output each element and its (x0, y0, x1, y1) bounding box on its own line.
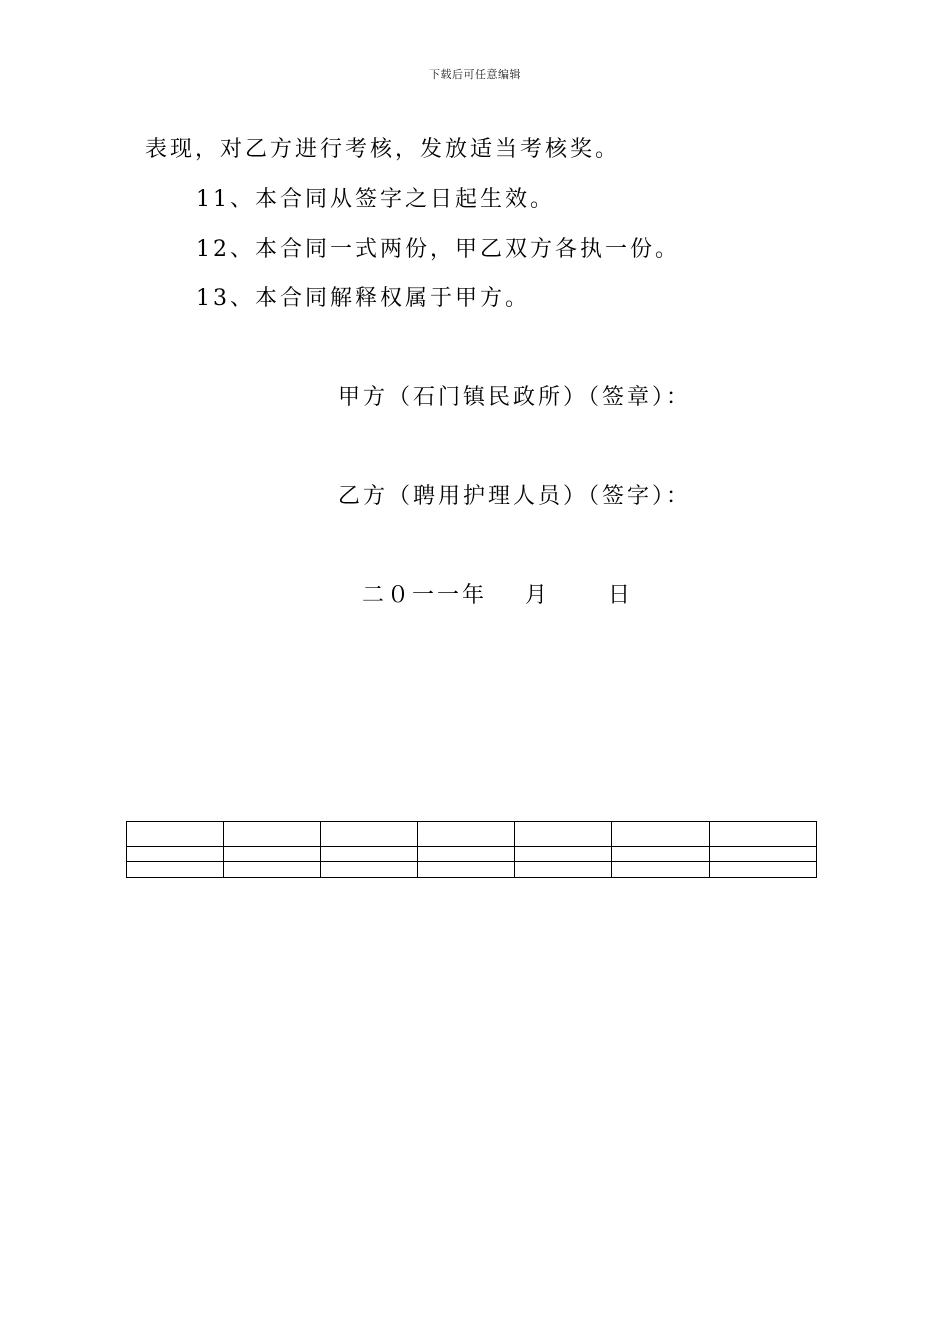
table-cell (127, 822, 224, 847)
header-note: 下载后可任意编辑 (429, 68, 521, 81)
table-cell (612, 862, 710, 878)
table-cell (612, 847, 710, 862)
paragraph-performance: 表现，对乙方进行考核，发放适当考核奖。 (145, 137, 621, 162)
table-cell (710, 862, 817, 878)
table-cell (515, 822, 612, 847)
table-cell (515, 847, 612, 862)
table-cell (224, 822, 321, 847)
table-cell (418, 847, 515, 862)
table-cell (224, 847, 321, 862)
table-cell (710, 822, 817, 847)
clause-13: 13、本合同解释权属于甲方。 (196, 286, 530, 311)
table-cell (127, 847, 224, 862)
table-cell (224, 862, 321, 878)
clause-11: 11、本合同从签字之日起生效。 (196, 187, 555, 212)
table-cell (321, 847, 418, 862)
table-cell (710, 847, 817, 862)
table-cell (127, 862, 224, 878)
table-row (127, 822, 817, 847)
party-a-signature-line: 甲方（石门镇民政所）（签章）： (338, 385, 692, 410)
table-row (127, 862, 817, 878)
blank-table (126, 821, 817, 878)
date-day: 日 (608, 583, 634, 608)
table-row (127, 847, 817, 862)
table-cell (418, 822, 515, 847)
clause-12: 12、本合同一式两份，甲乙双方各执一份。 (196, 237, 680, 262)
table-cell (612, 822, 710, 847)
table-cell (321, 822, 418, 847)
table-cell (515, 862, 612, 878)
date-month: 月 (525, 583, 551, 608)
party-b-signature-line: 乙方（聘用护理人员）（签字）： (338, 484, 692, 509)
table-cell (418, 862, 515, 878)
date-line (362, 581, 633, 611)
table-cell (321, 862, 418, 878)
date-year: 二０一一年 (362, 583, 488, 608)
